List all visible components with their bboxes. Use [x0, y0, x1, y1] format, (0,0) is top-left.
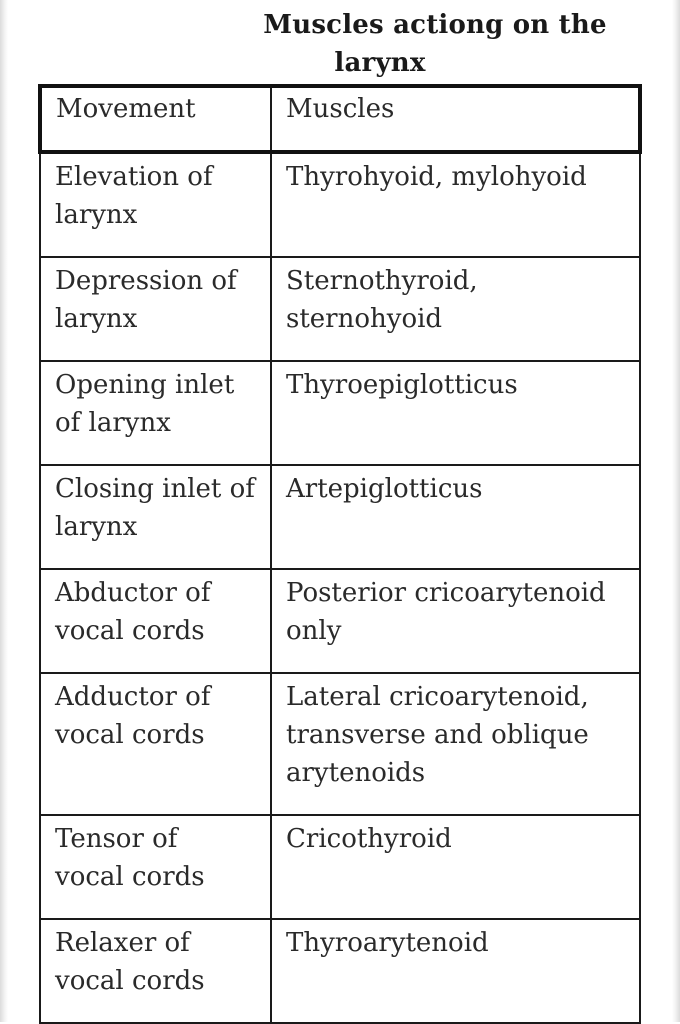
- cell-line: Adductor of: [55, 682, 211, 712]
- muscles-cell: [271, 361, 640, 465]
- cell-line: Tensor of: [55, 824, 178, 854]
- cell-line: larynx: [55, 304, 138, 334]
- cell-line: Depression of: [55, 266, 237, 296]
- cell-line: Thyrohyoid, mylohyoid: [286, 162, 587, 192]
- cell-line: Artepiglotticus: [286, 474, 483, 504]
- cell-line: vocal cords: [55, 966, 205, 996]
- table-row: [40, 361, 640, 465]
- muscles-cell: [271, 673, 640, 815]
- cell-line: vocal cords: [55, 720, 205, 750]
- movement-cell: [40, 257, 271, 361]
- cell-line: Opening inlet: [55, 370, 235, 400]
- muscles-cell: [271, 257, 640, 361]
- cell-line: sternohyoid: [286, 304, 443, 334]
- cell-line: larynx: [55, 512, 138, 542]
- table-row: [40, 465, 640, 569]
- table-row: [40, 569, 640, 673]
- cell-line: vocal cords: [55, 616, 205, 646]
- page-title: [230, 6, 640, 82]
- title-line-2: larynx: [334, 48, 426, 78]
- cell-line: Posterior cricoarytenoid: [286, 578, 606, 608]
- muscles-cell: [271, 152, 640, 257]
- cell-line: Relaxer of: [55, 928, 190, 958]
- table-row: [40, 152, 640, 257]
- table-row: [40, 919, 640, 1023]
- cell-line: Thyroarytenoid: [286, 928, 489, 958]
- header-movement: Movement: [40, 86, 271, 152]
- muscles-cell: [271, 569, 640, 673]
- title-line-1: Muscles actiong on the: [263, 10, 607, 40]
- cell-line: vocal cords: [55, 862, 205, 892]
- cell-line: Cricothyroid: [286, 824, 452, 854]
- header-muscles: Muscles: [271, 86, 640, 152]
- movement-cell: [40, 919, 271, 1023]
- movement-cell: [40, 569, 271, 673]
- muscles-cell: [271, 465, 640, 569]
- table-row: [40, 815, 640, 919]
- movement-cell: [40, 673, 271, 815]
- movement-cell: [40, 361, 271, 465]
- movement-cell: [40, 152, 271, 257]
- cell-line: only: [286, 616, 342, 646]
- table-row: [40, 257, 640, 361]
- cell-line: Elevation of: [55, 162, 213, 192]
- larynx-muscles-table: [38, 84, 642, 1024]
- muscles-cell: [271, 815, 640, 919]
- cell-line: Abductor of: [55, 578, 211, 608]
- cell-line: Lateral cricoarytenoid,: [286, 682, 589, 712]
- table-row: [40, 673, 640, 815]
- movement-cell: [40, 815, 271, 919]
- cell-line: Closing inlet of: [55, 474, 255, 504]
- cell-line: of larynx: [55, 408, 171, 438]
- movement-cell: [40, 465, 271, 569]
- cell-line: Sternothyroid,: [286, 266, 478, 296]
- muscles-cell: [271, 919, 640, 1023]
- page-edge-right: [672, 0, 680, 1022]
- page-edge-left: [0, 0, 8, 1022]
- cell-line: arytenoids: [286, 758, 426, 788]
- cell-line: larynx: [55, 200, 138, 230]
- cell-line: Thyroepiglotticus: [286, 370, 518, 400]
- table-header-row: [40, 86, 640, 152]
- cell-line: transverse and oblique: [286, 720, 589, 750]
